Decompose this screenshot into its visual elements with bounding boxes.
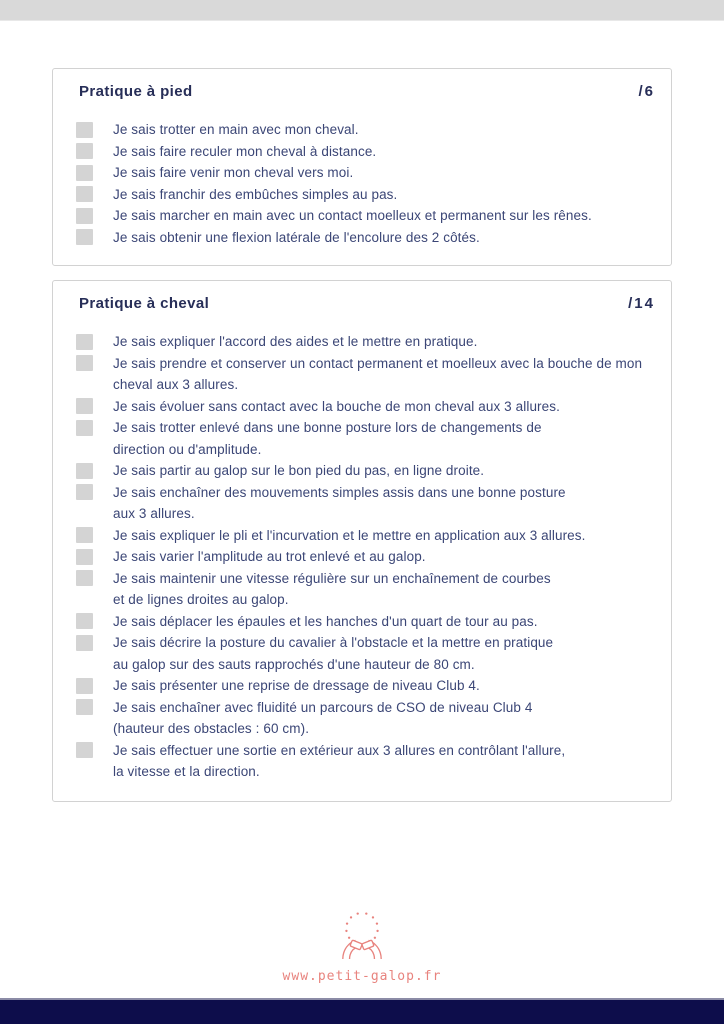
- item-text: direction ou d'amplitude.: [113, 441, 262, 457]
- checklist-item: [53, 184, 671, 206]
- site-footer: [0, 903, 724, 984]
- checklist-item-continuation: [53, 374, 671, 396]
- checklist-item: [53, 568, 671, 590]
- checklist-item: [53, 460, 671, 482]
- item-text: Je sais décrire la posture du cavalier à l'obstacle et la mettre en pratique: [113, 635, 554, 651]
- checkbox[interactable]: [76, 143, 93, 159]
- item-text: la vitesse et la direction.: [113, 764, 260, 780]
- checklist-item: [53, 353, 671, 375]
- section-score: /14: [628, 295, 655, 312]
- item-text: Je sais faire reculer mon cheval à distance.: [113, 143, 377, 159]
- item-text: Je sais enchaîner avec fluidité un parcours de CSO de niveau Club 4: [113, 699, 533, 715]
- checklist-item: [53, 141, 671, 163]
- checklist-item-continuation: [53, 654, 671, 676]
- item-text: cheval aux 3 allures.: [113, 377, 239, 393]
- checkbox[interactable]: [76, 334, 93, 350]
- checklist: [53, 119, 671, 248]
- checklist-item: [53, 119, 671, 141]
- checkbox[interactable]: [76, 527, 93, 543]
- item-text: (hauteur des obstacles : 60 cm).: [113, 721, 310, 737]
- checklist-item-continuation: [53, 439, 671, 461]
- checkbox[interactable]: [76, 420, 93, 436]
- checklist-item-continuation: [53, 718, 671, 740]
- checkbox[interactable]: [76, 613, 93, 629]
- item-text: Je sais partir au galop sur le bon pied du pas, en ligne droite.: [113, 463, 485, 479]
- section-card-pratique-a-cheval: [52, 280, 672, 802]
- checklist-item: [53, 162, 671, 184]
- checkbox[interactable]: [76, 186, 93, 202]
- section-title: Pratique à pied: [79, 83, 193, 100]
- section-header: [53, 69, 671, 100]
- checklist-item: [53, 482, 671, 504]
- checkbox[interactable]: [76, 463, 93, 479]
- checklist-item: [53, 611, 671, 633]
- top-page-band: [0, 0, 724, 21]
- checkbox[interactable]: [76, 570, 93, 586]
- checklist-item: [53, 697, 671, 719]
- checkbox[interactable]: [76, 398, 93, 414]
- section-title: Pratique à cheval: [79, 295, 210, 312]
- checkbox[interactable]: [76, 208, 93, 224]
- checkbox[interactable]: [76, 699, 93, 715]
- checkbox[interactable]: [76, 122, 93, 138]
- checklist-item-continuation: [53, 761, 671, 783]
- checklist-item: [53, 205, 671, 227]
- item-text: Je sais prendre et conserver un contact permanent et moelleux avec la bouche de mon: [113, 355, 643, 371]
- checkbox[interactable]: [76, 229, 93, 245]
- checkbox[interactable]: [76, 742, 93, 758]
- item-text: Je sais effectuer une sortie en extérieur aux 3 allures en contrôlant l'allure,: [113, 742, 566, 758]
- item-text: Je sais varier l'amplitude au trot enlevé et au galop.: [113, 549, 426, 565]
- item-text: et de lignes droites au galop.: [113, 592, 289, 608]
- checkbox[interactable]: [76, 165, 93, 181]
- checkbox[interactable]: [76, 635, 93, 651]
- horseshoe-icon: [335, 903, 389, 959]
- checklist-item-continuation: [53, 503, 671, 525]
- checkbox[interactable]: [76, 355, 93, 371]
- item-text: Je sais déplacer les épaules et les hanches d'un quart de tour au pas.: [113, 613, 538, 629]
- checklist-item: [53, 546, 671, 568]
- item-text: au galop sur des sauts rapprochés d'une hauteur de 80 cm.: [113, 656, 475, 672]
- item-text: aux 3 allures.: [113, 506, 195, 522]
- website-url: www.petit-galop.fr: [282, 969, 442, 984]
- section-score: /6: [638, 83, 655, 100]
- bottom-page-band: [0, 998, 724, 1024]
- section-card-pratique-a-pied: [52, 68, 672, 266]
- checklist-item: [53, 632, 671, 654]
- item-text: Je sais maintenir une vitesse régulière sur un enchaînement de courbes: [113, 570, 551, 586]
- section-header: [53, 281, 671, 312]
- item-text: Je sais faire venir mon cheval vers moi.: [113, 165, 354, 181]
- checklist-item: [53, 525, 671, 547]
- item-text: Je sais franchir des embûches simples au pas.: [113, 186, 398, 202]
- item-text: Je sais obtenir une flexion latérale de l'encolure des 2 côtés.: [113, 229, 480, 245]
- item-text: Je sais trotter enlevé dans une bonne posture lors de changements de: [113, 420, 542, 436]
- checklist-item: [53, 740, 671, 762]
- item-text: Je sais expliquer le pli et l'incurvation et le mettre en application aux 3 allures.: [113, 527, 586, 543]
- checklist-item-continuation: [53, 589, 671, 611]
- item-text: Je sais présenter une reprise de dressage de niveau Club 4.: [113, 678, 480, 694]
- item-text: Je sais trotter en main avec mon cheval.: [113, 122, 359, 138]
- checklist-item: [53, 227, 671, 249]
- checkbox[interactable]: [76, 549, 93, 565]
- checklist-item: [53, 417, 671, 439]
- checkbox[interactable]: [76, 484, 93, 500]
- item-text: Je sais évoluer sans contact avec la bouche de mon cheval aux 3 allures.: [113, 398, 560, 414]
- checkbox[interactable]: [76, 678, 93, 694]
- item-text: Je sais expliquer l'accord des aides et le mettre en pratique.: [113, 334, 478, 350]
- checklist: [53, 331, 671, 783]
- item-text: Je sais enchaîner des mouvements simples assis dans une bonne posture: [113, 484, 566, 500]
- checklist-item: [53, 331, 671, 353]
- item-text: Je sais marcher en main avec un contact moelleux et permanent sur les rênes.: [113, 208, 592, 224]
- checklist-item: [53, 675, 671, 697]
- checklist-item: [53, 396, 671, 418]
